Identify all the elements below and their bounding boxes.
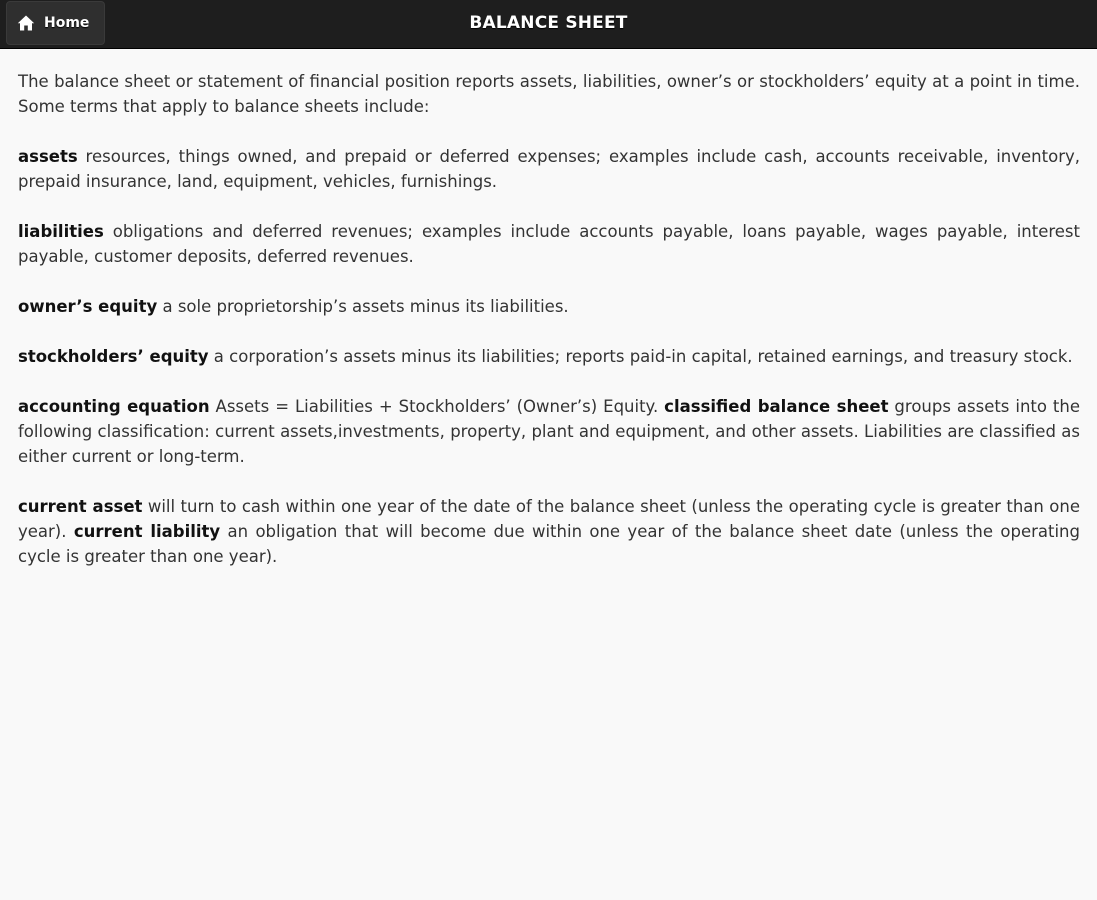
stockholders-equity-paragraph	[18, 344, 1080, 369]
liabilities-term: liabilities	[18, 222, 104, 241]
owners-equity-paragraph	[18, 294, 1080, 319]
accounting-equation-paragraph	[18, 394, 1080, 469]
accounting-equation-term: accounting equation	[18, 397, 210, 416]
content-area	[0, 49, 1097, 569]
classified-balance-sheet-definition: groups assets into the following classification: current assets,investments, property, plant and equipment, and other assets. Liabilities are classified as either current or long-term.	[18, 397, 1080, 466]
accounting-equation-definition: Assets = Liabilities + Stockholders’ (Owner’s) Equity.	[209, 397, 665, 416]
current-asset-definition: will turn to cash within one year of the date of the balance sheet (unless the operating cycle is greater than one year).	[18, 497, 1080, 541]
current-liability-term: current liability	[73, 522, 221, 541]
current-liability-definition: an obligation that will become due within one year of the balance sheet date (unless the operating cycle is greater than one year).	[18, 522, 1080, 566]
liabilities-paragraph	[18, 219, 1080, 269]
current-asset-term: current asset	[18, 497, 143, 516]
current-items-paragraph	[18, 494, 1080, 569]
stockholders-equity-term: stockholders’ equity	[18, 347, 209, 366]
home-button-label: Home	[44, 15, 90, 31]
header-bar	[0, 0, 1097, 49]
stockholders-equity-definition: a corporation’s assets minus its liabilities; reports paid-in capital, retained earnings, and treasury stock.	[208, 347, 1073, 366]
intro-text: The balance sheet or statement of financial position reports assets, liabilities, owner’s or stockholders’ equity at a point in time. Some terms that apply to balance sheets include:	[18, 72, 1080, 116]
owners-equity-term: owner’s equity	[18, 297, 158, 316]
liabilities-definition: obligations and deferred revenues; examples include accounts payable, loans payable, wages payable, interest payable, customer deposits, deferred revenues.	[18, 222, 1080, 266]
page-title: BALANCE SHEET	[469, 13, 628, 33]
assets-definition: resources, things owned, and prepaid or deferred expenses; examples include cash, accounts receivable, inventory, prepaid insurance, land, equipment, vehicles, furnishings.	[18, 147, 1080, 191]
classified-balance-sheet-term: classified balance sheet	[664, 397, 889, 416]
intro-paragraph	[18, 69, 1080, 119]
owners-equity-definition: a sole proprietorship’s assets minus its liabilities.	[157, 297, 569, 316]
assets-term: assets	[18, 147, 78, 166]
assets-paragraph	[18, 144, 1080, 194]
